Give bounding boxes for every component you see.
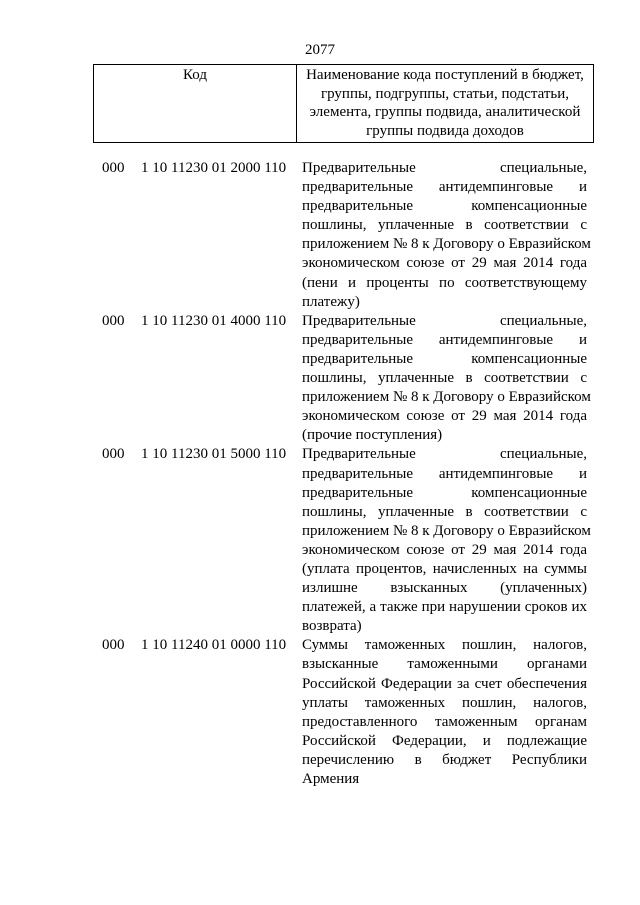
income-description — [302, 312, 591, 446]
description-line: предварительные антидемпинговые и — [302, 179, 587, 196]
description-line: (прочие поступления) — [302, 427, 443, 444]
header-name-cell — [297, 65, 593, 142]
description-line: пошлины, уплаченные в соответствии с — [302, 503, 587, 520]
admin-code: 000 — [102, 446, 125, 463]
description-line: предоставленного таможенным органам — [302, 713, 587, 730]
description-line: приложением № 8 к Договору о Евразийском — [302, 522, 591, 539]
description-line: (пени и проценты по соответствующему — [302, 274, 587, 291]
description-line: экономическом союзе от 29 мая 2014 года — [302, 541, 587, 558]
description-line: платежей, а также при нарушении сроков их — [302, 599, 587, 616]
description-line: Суммы таможенных пошлин, налогов, — [302, 637, 587, 654]
description-line: предварительные компенсационные — [302, 350, 587, 367]
description-line: пошлины, уплаченные в соответствии с — [302, 217, 587, 234]
table-row — [0, 636, 640, 789]
income-code: 1 10 11230 01 5000 110 — [141, 446, 287, 463]
income-code: 1 10 11240 01 0000 110 — [141, 637, 287, 654]
header-name-line: элемента, группы подвида, аналитической — [309, 104, 581, 120]
description-line: экономическом союзе от 29 мая 2014 года — [302, 255, 587, 272]
description-line: излишне взысканных (уплаченных) — [302, 580, 587, 597]
header-name-line: группы, подгруппы, статьи, подстатьи, — [320, 85, 570, 102]
description-line: предварительные компенсационные — [302, 198, 587, 215]
admin-code: 000 — [102, 312, 125, 329]
table-row — [0, 159, 640, 312]
description-line: экономическом союзе от 29 мая 2014 года — [302, 408, 587, 425]
income-code: 1 10 11230 01 2000 110 — [141, 160, 287, 176]
income-description — [302, 445, 591, 636]
description-line: Предварительные специальные, — [302, 160, 587, 176]
description-line: Армения — [302, 771, 360, 787]
header-code-cell: Код — [94, 65, 297, 142]
income-description — [302, 159, 591, 312]
description-line: перечислению в бюджет Республики — [302, 751, 587, 768]
admin-code: 000 — [102, 160, 125, 176]
table-row — [0, 445, 640, 636]
description-line: (уплата процентов, начисленных на суммы — [302, 560, 587, 577]
header-name-line: Наименование кода поступлений в бюджет, — [306, 67, 584, 83]
description-line: предварительные компенсационные — [302, 484, 587, 501]
admin-code: 000 — [102, 637, 125, 654]
page-number: 2077 — [305, 42, 335, 58]
description-line: приложением № 8 к Договору о Евразийском — [302, 389, 591, 406]
description-line: предварительные антидемпинговые и — [302, 465, 587, 482]
income-code-list — [0, 159, 640, 789]
income-code: 1 10 11230 01 4000 110 — [141, 312, 287, 329]
description-line: предварительные антидемпинговые и — [302, 331, 587, 348]
description-line: платежу) — [302, 293, 360, 310]
header-name-line: группы подвида доходов — [366, 122, 524, 139]
description-line: взысканные таможенными органами — [302, 656, 587, 673]
table-row — [0, 312, 640, 446]
description-line: уплаты таможенных пошлин, налогов, — [302, 694, 587, 711]
description-line: Предварительные специальные, — [302, 312, 587, 329]
table-header — [93, 64, 594, 143]
description-line: приложением № 8 к Договору о Евразийском — [302, 236, 591, 253]
description-line: пошлины, уплаченные в соответствии с — [302, 370, 587, 387]
description-line: возврата) — [302, 618, 362, 635]
description-line: Предварительные специальные, — [302, 446, 587, 463]
description-line: Российской Федерации за счет обеспечения — [302, 675, 587, 692]
description-line: Российской Федерации, и подлежащие — [302, 732, 587, 749]
income-description — [302, 636, 587, 789]
